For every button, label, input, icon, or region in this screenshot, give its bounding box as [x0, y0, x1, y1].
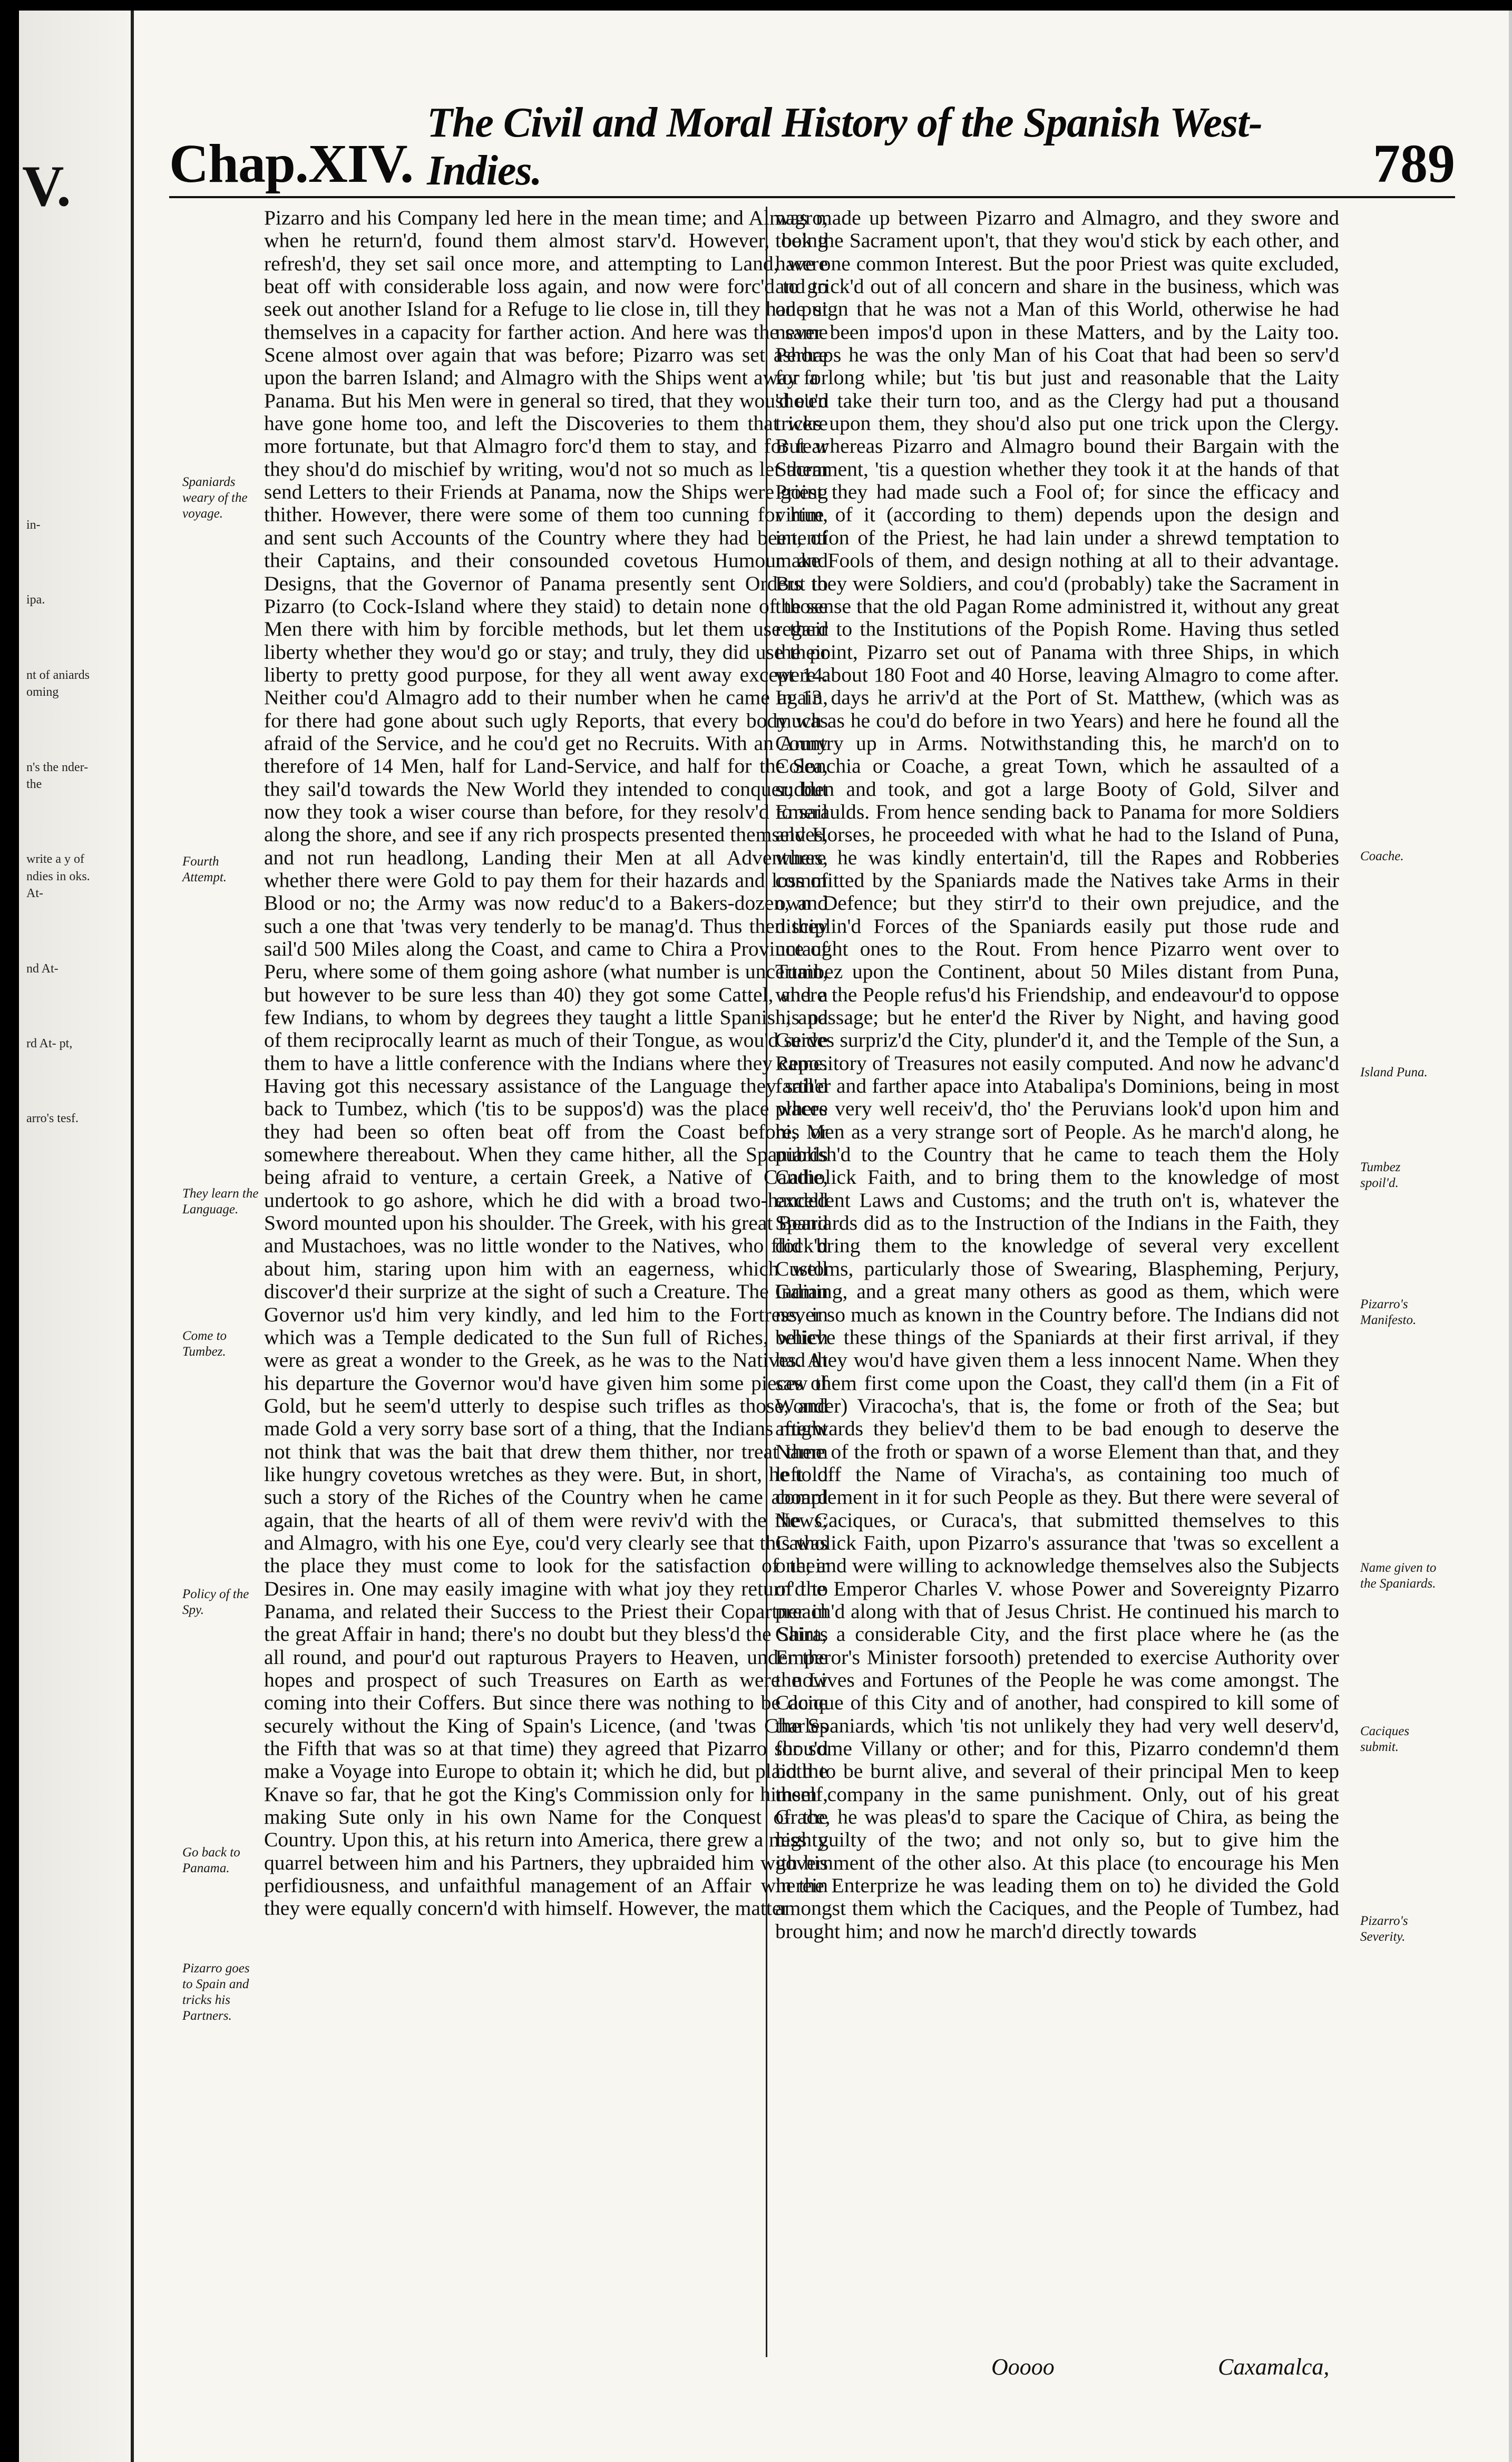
book-page: [19, 11, 1512, 2462]
facing-fragment: ipa.: [26, 593, 45, 607]
facing-page-margin-fragments: [26, 517, 105, 1185]
margin-note: Pizarro's Severity.: [1360, 1914, 1408, 1944]
facing-fragment: nd At-: [26, 961, 58, 976]
body-paragraph: Pizarro and his Company led here in the mean time; and Almagro, when he return'd, found them almost starv'd. However, being refresh'd, they set sail once more, and attempting to Land, were beat off with considerable loss again, and now were forc'd to go seek out another Island for a Refuge to lie close in, till they had put themselves in a capacity for farther action. And here was the same Scene almost over again that was before; Pizarro was set ashore upon the barren Island; and Almagro with the Ships went away for Panama. But his Men were in general so tired, that they wou'd e'en have gone home too, and left the Discoveries to them that were more fortunate, but that Almagro forc'd them to stay, and for fear they shou'd do mischief by writing, wou'd not so much as let them send Letters to their Friends at Panama, now the Ships were going thither. However, there were some of them too cunning for him, and sent such Accounts of the Country where they had been, of their Captains, and their consounded covetous Humour and Designs, that the Governor of Panama presently sent Orders to Pizarro (to Cock-Island where they staid) to detain none of those Men there with him by forcible methods, but let them use their liberty whether they wou'd go or stay; and truly, they did use their liberty to pretty good purpose, for they all went away except 14. Neither cou'd Almagro add to their number when he came again, for there had gone about such ugly Reports, that every body was afraid of the Service, and he cou'd get no Recruits. With an Army therefore of 14 Men, half for Land-Service, and half for the Sea, they sail'd towards the New World they intended to conquer; but now they took a wiser course than before, for they resolv'd to sail along the shore, and see if any rich prospects presented themselves, and not run headlong, Landing their Men at all Adventures, whether there were Gold to pay them for their hazards and loss of Blood or no; the Army was now reduc'd to a Bakers-dozen, and such a one that 'twas very tenderly to be manag'd. Thus then they sail'd 500 Miles along the Coast, and came to Chira a Province of Peru, where some of them going ashore (what number is uncertain, but however to be sure less than 40) they got some Cattel, and a few Indians, to whom by degrees they taught a little Spanish, and of them reciprocally learnt as much of their Tongue, as wou'd serve them to have a little conference with the Indians where they came. Having got this necessary assistance of the Language they sail'd back to Tumbez, which ('tis to be suppos'd) was the place where they had been so often beat off from the Coast before, or somewhere thereabout. When they came hither, all the Spaniards being afraid to venture, a certain Greek, a Native of Candie, undertook to go ashore, which he did with a broad two-handed Sword mounted upon his shoulder. The Greek, with his great Beard and Mustachoes, was no little wonder to the Natives, who flock'd about him, staring upon him with an eagerness, which well discover'd their surprize at the sight of such a Creature. The Indian Governor us'd him very kindly, and led him to the Fortress, in which was a Temple dedicated to the Sun full of Riches, which were as great a wonder to the Greek, as he was to the Natives. At his departure the Governor wou'd have given him some pieces of Gold, but he seem'd utterly to despise such trifles as those, and made Gold a very sorry base sort of a thing, that the Indians might not think that was the bait that drew them thither, nor treat them like hungry covetous wretches as they were. But, in short, he told such a story of the Riches of the Country when he came aboard again, that the hearts of all of them were reviv'd with the News; and Almagro, with his one Eye, cou'd very clearly see that this was the place they must come to look for the satisfaction of their Desires in. One may easily imagine with what joy they return'd to Panama, and related their Success to the Priest their Copartner in the great Affair in hand; there's no doubt but they bless'd the Saints all round, and pour'd out rapturous Prayers to Heaven, under the hopes and prospect of such Treasures on Earth as were now coming into their Coffers. But since there was nothing to be done securely without the King of Spain's Licence, (and 'twas Charles the Fifth that was so at that time) they agreed that Pizarro shou'd make a Voyage into Europe to obtain it; which he did, but plaid the Knave so far, that he got the King's Commission only for himself, making Sute only in his own Name for the Conquest of the Country. Upon this, at his return into America, there grew a mighty quarrel between him and his Partners, they upbraided him with his perfidiousness, and unfaithful management of an Affair wherein they were equally concern'd with himself. However, the matter: [264, 207, 828, 1920]
scan-edge: [1509, 11, 1512, 2462]
facing-fragment: arro's tesf.: [26, 1112, 79, 1126]
facing-fragment: in-: [26, 518, 41, 532]
facing-page-header-fragment: V.: [22, 154, 71, 218]
margin-note: Tumbez spoil'd.: [1360, 1160, 1401, 1190]
text-column-right: [775, 207, 1339, 2357]
facing-fragment: nt of aniards oming: [26, 668, 90, 699]
facing-fragment: n's the nder- the: [26, 760, 89, 791]
margin-note: Go back to Panama.: [182, 1845, 240, 1875]
margin-note: They learn the Language.: [182, 1186, 259, 1217]
margin-note: Pizarro's Manifesto.: [1360, 1297, 1417, 1327]
facing-fragment: write a y of ndies in oks. At-: [26, 852, 90, 901]
margin-note: Spaniards weary of the voyage.: [182, 475, 248, 521]
catchword: Caxamalca,: [1218, 2354, 1330, 2380]
page-content: [138, 11, 1512, 2462]
facing-fragment: rd At- pt,: [26, 1036, 73, 1050]
header-rule: [169, 196, 1455, 198]
margin-note: Island Puna.: [1360, 1065, 1428, 1079]
signature-mark: Ooooo: [991, 2354, 1055, 2380]
page-number: 789: [1373, 133, 1455, 194]
body-paragraph: was made up between Pizarro and Almagro, and they swore and took the Sacrament upon't, that they wou'd stick by each other, and have one common Interest. But the poor Priest was quite excluded, and trick'd out of all concern and share in the business, which was one sign that he was not a Man of this World, otherwise he had never been impos'd upon in these Matters, and by the Laity too. Perhaps he was the only Man of his Coat that had been so serv'd for a long while; but 'tis but just and reasonable that the Laity shou'd take their turn too, and as the Clergy had put a thousand tricks upon them, they shou'd also put one trick upon the Clergy. But whereas Pizarro and Almagro bound their Bargain with the Sacrament, 'tis a question whether they took it at the hands of that Priest they had made such a Fool of; for since the efficacy and virtue of it (according to them) depends upon the design and intention of the Priest, he had lain under a shrewd temptation to make Fools of them, and design nothing at all to their advantage. But they were Soldiers, and cou'd (probably) take the Sacrament in the sense that the old Pagan Rome administred it, without any great regard to the Institutions of the Popish Rome. Having thus setled the point, Pizarro set out of Panama with three Ships, in which were about 180 Foot and 40 Horse, leaving Almagro to come after. In 13 days he arriv'd at the Port of St. Matthew, (which was as much as he cou'd do before in two Years) and here he found all the Country up in Arms. Notwithstanding this, he march'd on to Colonchia or Coache, a great Town, which he assaulted of a sudden and took, and got a large Booty of Gold, Silver and Emeraulds. From hence sending back to Panama for more Soldiers and Horses, he proceeded with what he had to the Island of Puna, where he was kindly entertain'd, till the Rapes and Robberies committed by the Spaniards made the Natives take Arms in their own Defence; but they stirr'd to their own prejudice, and the disciplin'd Forces of the Spaniards easily put those rude and untaught ones to the Rout. From hence Pizarro went over to Tumbez upon the Continent, about 50 Miles distant from Puna, where the People refus'd his Friendship, and endeavour'd to oppose his passage; but he enter'd the River by Night, and having good Guides surpriz'd the City, plunder'd it, and the Temple of the Sun, a Repository of Treasures not easily computed. And now he advanc'd farther and farther apace into Atabalipa's Dominions, being in most places very well receiv'd, tho' the Peruvians look'd upon him and his Men as a very strange sort of People. As he march'd along, he publish'd to the Country that he came to teach them the Holy Catholick Faith, and to bring them to the knowledge of most excellent Laws and Customs; and the truth on't is, whatever the Spaniards did as to the Instruction of the Indians in the Faith, they did bring them to the knowledge of several very excellent Customs, particularly those of Swearing, Blaspheming, Perjury, Gaming, and a great many others as good as them, which were never so much as known in the Country before. The Indians did not believe these things of the Spaniards at their first arrival, if they had they wou'd have given them a less innocent Name. When they saw them first come upon the Coast, they call'd them (in a Fit of Wonder) Viracocha's, that is, the fome or froth of the Sea; but afterwards they believ'd them to be bad enough to deserve the Name of the froth or spawn of a worse Element than that, and they left off the Name of Viracha's, as containing too much of complement in it for such People as they. But there were several of the Caciques, or Curaca's, that submitted themselves to this Catholick Faith, upon Pizarro's assurance that 'twas so excellent a one; and were willing to acknowledge themselves also the Subjects of the Emperor Charles V. whose Power and Sovereignty Pizarro preach'd along with that of Jesus Christ. He continued his march to Chira, a considerable City, and the first place where he (as the Emperor's Minister forsooth) pretended to exercise Authority over the Lives and Fortunes of the People he was come amongst. The Cacique of this City and of another, had conspired to kill some of the Spaniards, which 'tis not unlikely they had very well deserv'd, for some Villany or other; and for this, Pizarro condemn'd them both to be burnt alive, and several of their principal Men to keep them company in the same punishment. Only, out of his great Grace, he was pleas'd to spare the Cacique of Chira, as being the less guilty of the two; and not only so, but to give him the government of the other also. At this place (to encourage his Men in the Enterprize he was leading them on to) he divided the Gold amongst them which the Caciques, and the People of Tumbez, had brought him; and now he march'd directly towards: [775, 207, 1339, 1943]
gutter-divider: [131, 11, 134, 2462]
margin-note: Pizarro goes to Spain and tricks his Partners.: [182, 1961, 250, 2023]
margin-note: Name given to the Spaniards.: [1360, 1561, 1437, 1591]
margin-note: Come to Tumbez.: [182, 1329, 227, 1359]
margin-note: Caciques submit.: [1360, 1724, 1410, 1754]
running-title: The Civil and Moral History of the Spanish West-Indies.: [427, 100, 1262, 194]
margin-note: Policy of the Spy.: [182, 1587, 249, 1617]
text-column-left: [264, 207, 828, 2357]
margin-note: Coache.: [1360, 849, 1404, 863]
facing-page-edge: [19, 11, 130, 2462]
chapter-label: Chap.XIV.: [169, 133, 414, 194]
margin-note: Fourth Attempt.: [182, 854, 227, 884]
running-head: [169, 100, 1455, 195]
